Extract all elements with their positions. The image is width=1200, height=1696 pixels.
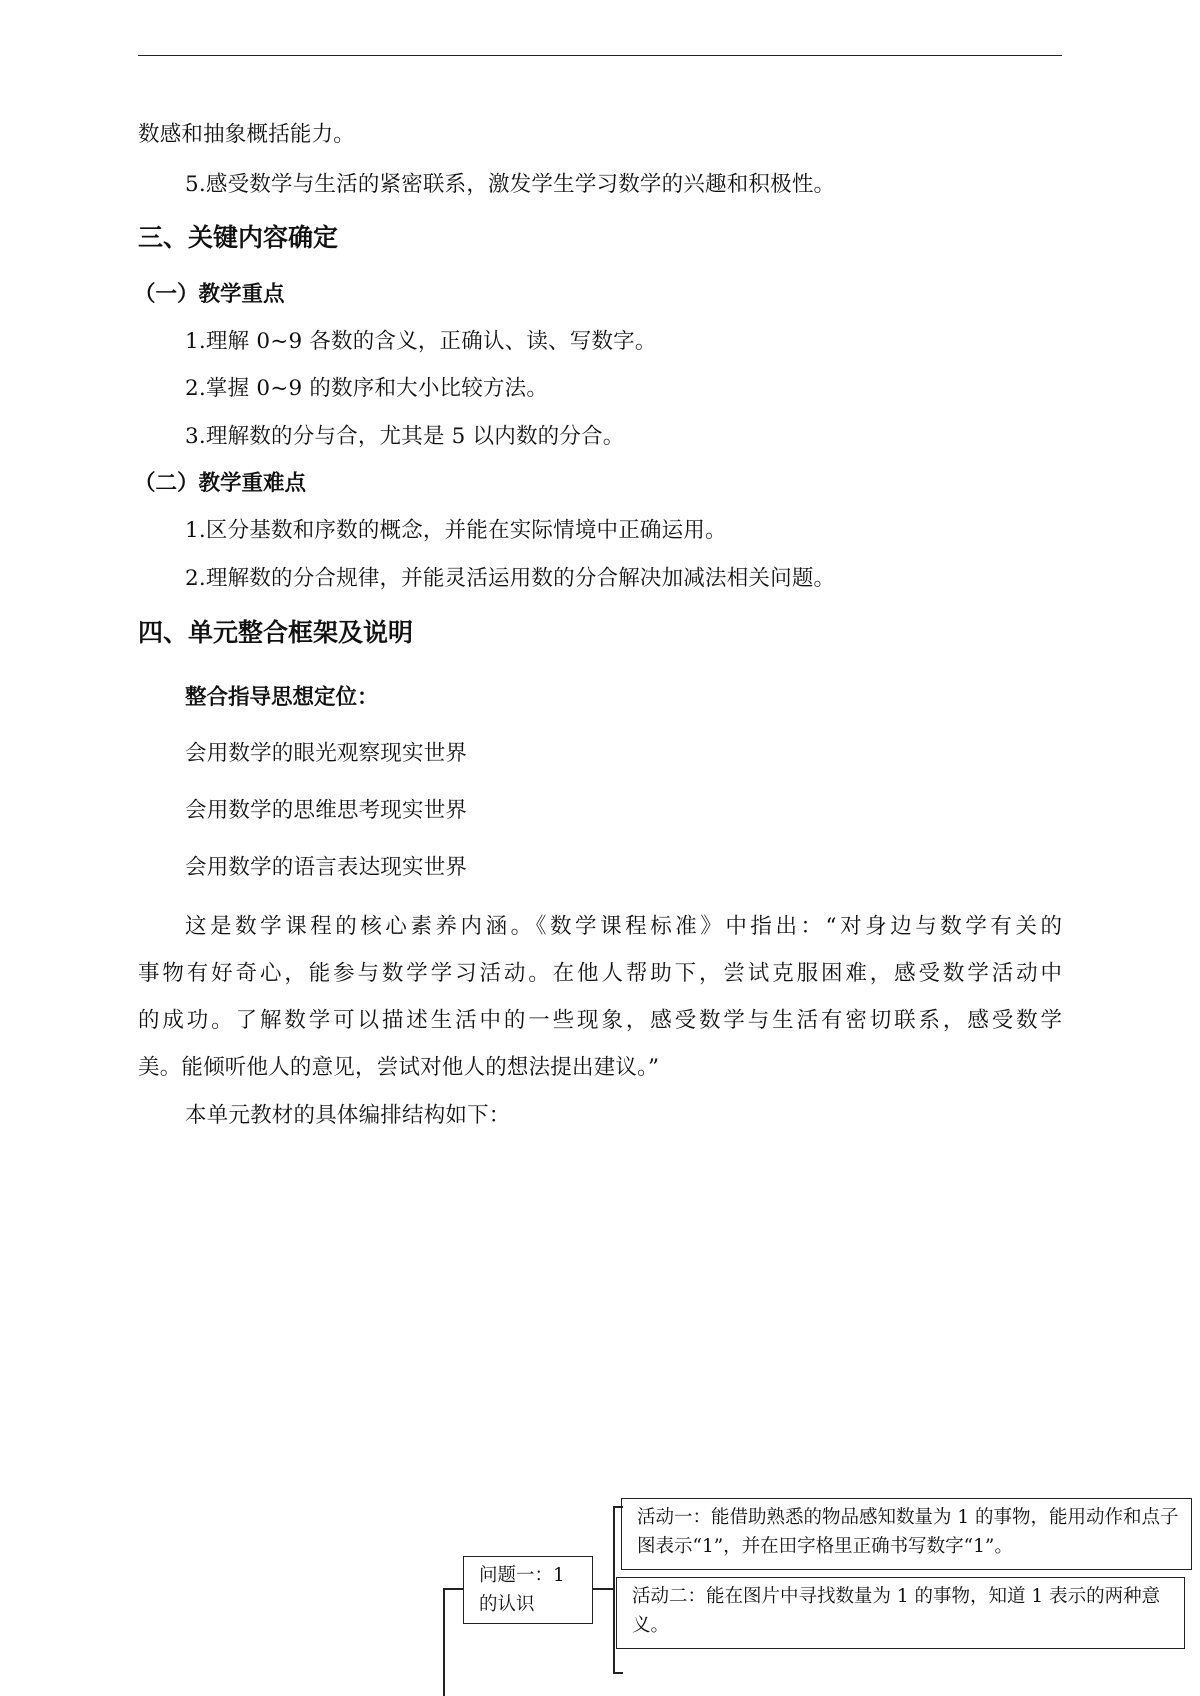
paragraph-line-4: 美。能倾听他人的意见，尝试对他人的想法提出建议。” — [138, 1055, 660, 1080]
difficult-point-2: 2.理解数的分合规律，并能灵活运用数的分合解决加减法相关问题。 — [185, 566, 836, 591]
structure-intro: 本单元教材的具体编排结构如下： — [185, 1103, 511, 1128]
guide-item-2: 会用数学的思维思考现实世界 — [185, 798, 468, 823]
activity-box-2: 活动二：能在图片中寻找数量为 1 的事物，知道 1 表示的两种意义。 — [616, 1577, 1185, 1649]
section-title-4: 四、单元整合框架及说明 — [138, 618, 414, 647]
key-point-2: 2.掌握 0~9 的数序和大小比较方法。 — [185, 376, 549, 401]
text-line-1: 数感和抽象概括能力。 — [138, 122, 356, 147]
key-point-3: 3.理解数的分与合，尤其是 5 以内数的分合。 — [185, 424, 625, 449]
guide-item-3: 会用数学的语言表达现实世界 — [185, 855, 468, 880]
activity-box-1: 活动一：能借助熟悉的物品感知数量为 1 的事物，能用动作和点子图表示“1”，并在田字格里正确书写数字“1”。 — [621, 1498, 1192, 1570]
paragraph-line-3: 的成功。了解数学可以描述生活中的一些现象，感受数学与生活有密切联系，感受数学 — [138, 1008, 1062, 1033]
question-box-1: 问题一：1 的认识 — [463, 1556, 593, 1624]
subsection-title-key-points: （一）教学重点 — [134, 282, 285, 307]
connector-vertical — [613, 1506, 615, 1674]
diagram-trunk-line — [443, 1588, 445, 1696]
difficult-point-1: 1.区分基数和序数的概念，并能在实际情境中正确运用。 — [185, 518, 727, 543]
diagram-trunk-tick — [443, 1588, 463, 1590]
paragraph-line-1: 这是数学课程的核心素养内涵。《数学课程标准》中指出：“对身边与数学有关的 — [185, 914, 1062, 939]
key-point-1: 1.理解 0~9 各数的含义，正确认、读、写数字。 — [185, 329, 657, 354]
connector-horizontal — [593, 1588, 613, 1590]
paragraph-line-2: 事物有好奇心，能参与数学学习活动。在他人帮助下，尝试克服困难，感受数学活动中 — [138, 961, 1062, 986]
subsection-title-difficult-points: （二）教学重难点 — [134, 471, 307, 496]
connector-bottom-tick — [613, 1672, 623, 1674]
section-title-3: 三、关键内容确定 — [138, 223, 339, 252]
guide-title: 整合指导思想定位： — [185, 685, 379, 710]
goal-item-5: 5.感受数学与生活的紧密联系，激发学生学习数学的兴趣和积极性。 — [185, 172, 836, 197]
guide-item-1: 会用数学的眼光观察现实世界 — [185, 741, 468, 766]
header-rule — [138, 55, 1062, 56]
